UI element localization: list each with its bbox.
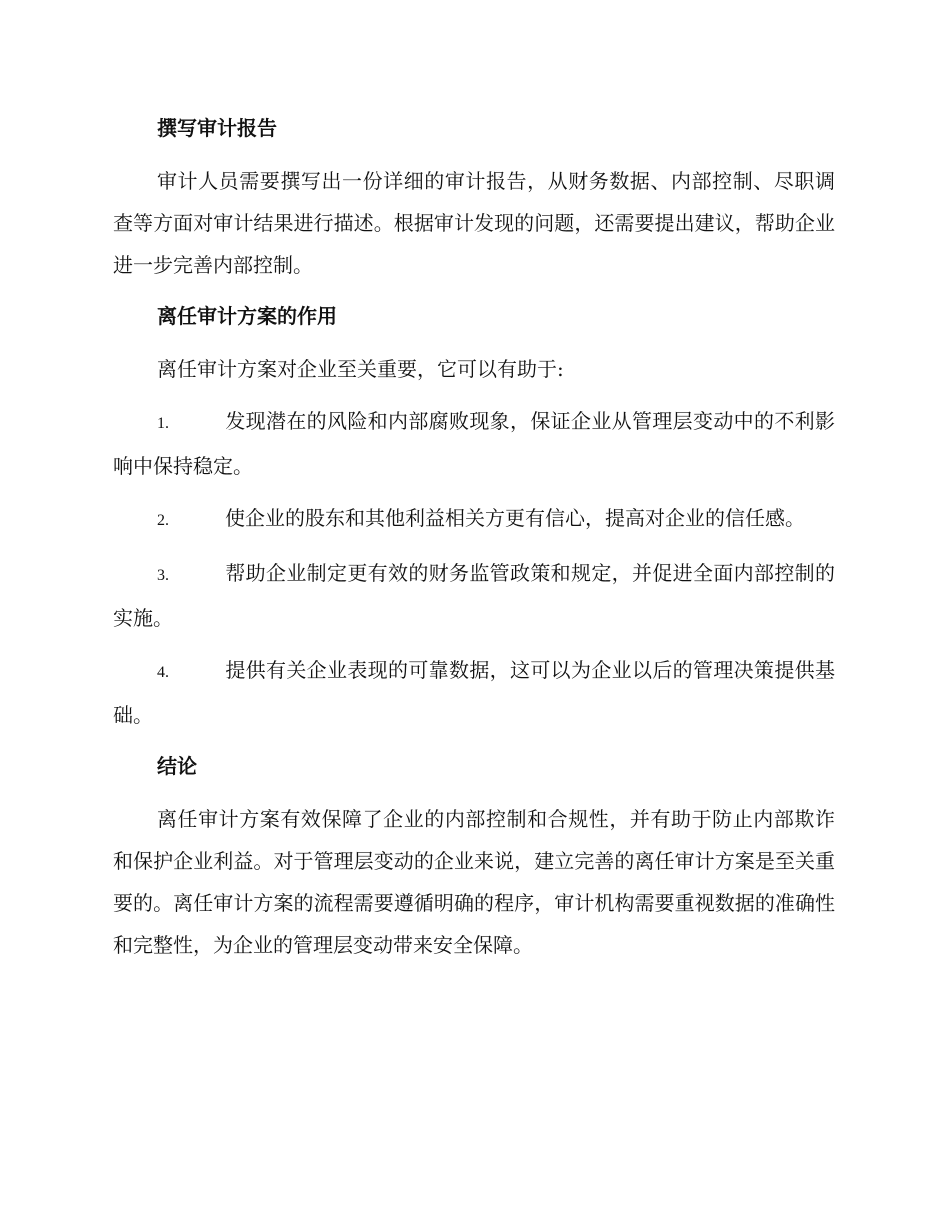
list-item-text: 提供有关企业表现的可靠数据，这可以为企业以后的管理决策提供基础。	[113, 658, 835, 727]
list-item	[113, 552, 835, 639]
list-item-text: 帮助企业制定更有效的财务监管政策和规定，并促进全面内部控制的实施。	[113, 561, 835, 630]
list-item	[113, 400, 835, 487]
section-heading-conclusion: 结论	[157, 754, 197, 778]
list-item-text: 发现潜在的风险和内部腐败现象，保证企业从管理层变动中的不利影响中保持稳定。	[113, 409, 835, 478]
list-item-text: 使企业的股东和其他利益相关方更有信心，提高对企业的信任感。	[225, 506, 805, 530]
document-page	[113, 108, 835, 976]
list-item-number: 4.	[157, 664, 169, 681]
list-item-number: 3.	[157, 567, 169, 584]
role-intro-paragraph: 离任审计方案对企业至关重要，它可以有助于:	[157, 357, 564, 381]
section-heading-role: 离任审计方案的作用	[157, 304, 337, 328]
list-item-number: 1.	[157, 415, 169, 432]
list-item-number: 2.	[157, 512, 169, 529]
report-paragraph: 审计人员需要撰写出一份详细的审计报告，从财务数据、内部控制、尽职调查等方面对审计结果进行描述。根据审计发现的问题，还需要提出建议，帮助企业进一步完善内部控制。	[113, 169, 835, 277]
conclusion-paragraph: 离任审计方案有效保障了企业的内部控制和合规性，并有助于防止内部欺诈和保护企业利益。对于管理层变动的企业来说，建立完善的离任审计方案是至关重要的。离任审计方案的流程需要遵循明确的程序，审计机构需要重视数据的准确性和完整性，为企业的管理层变动带来安全保障。	[113, 807, 835, 957]
section-heading-report: 撰写审计报告	[157, 116, 277, 140]
list-item	[113, 497, 835, 542]
list-item	[113, 649, 835, 736]
